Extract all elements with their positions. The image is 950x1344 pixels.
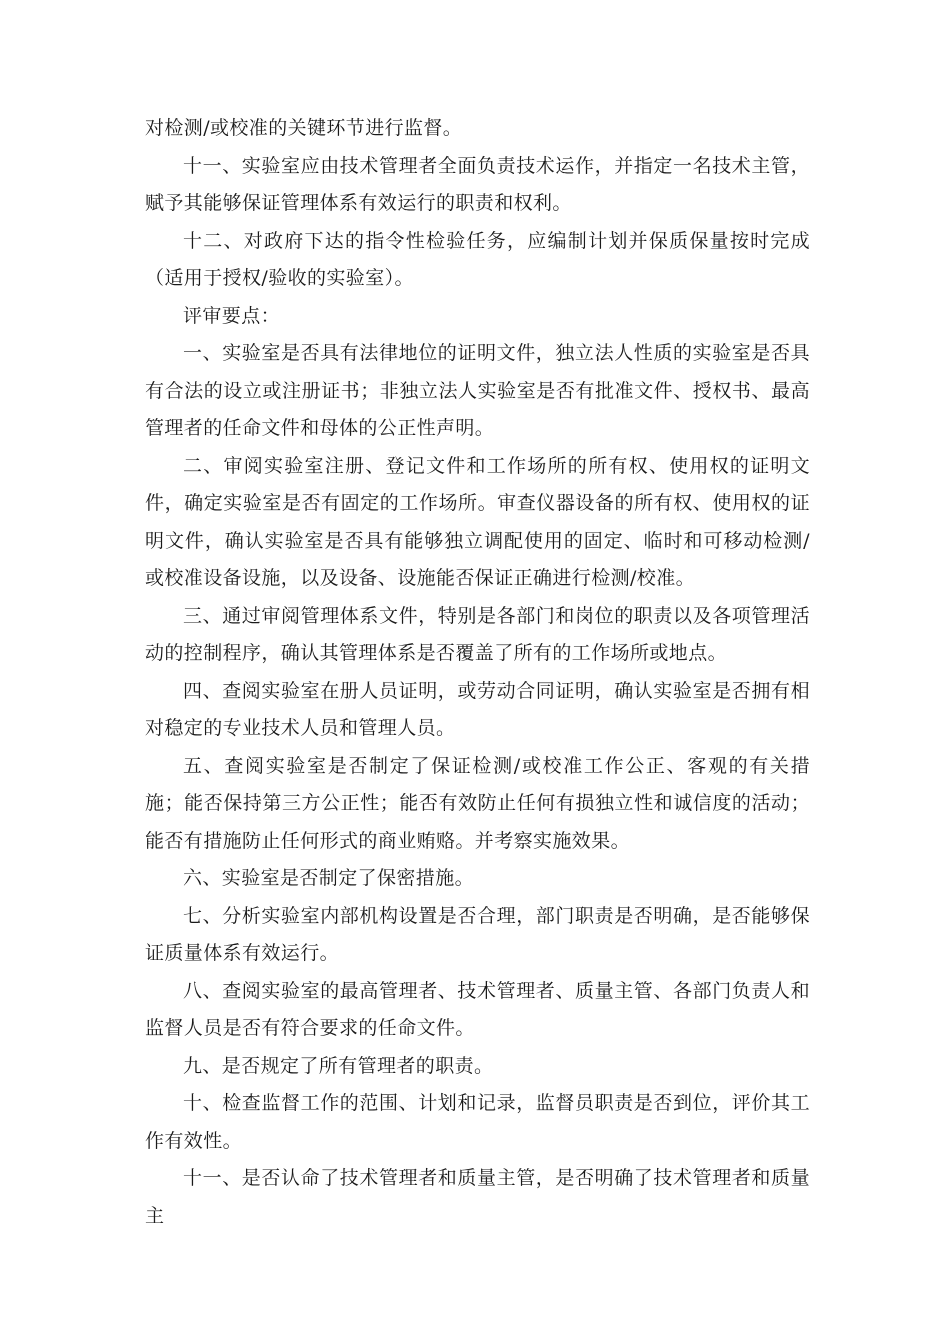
paragraph-item-12: 十二、对政府下达的指令性检验任务，应编制计划并保质保量按时完成（适用于授权/验收的实验室）。 xyxy=(145,229,810,289)
review-point-8: 八、查阅实验室的最高管理者、技术管理者、质量主管、各部门负责人和监督人员是否有符合要求的任命文件。 xyxy=(145,979,810,1039)
review-point-4: 四、查阅实验室在册人员证明，或劳动合同证明，确认实验室是否拥有相对稳定的专业技术人员和管理人员。 xyxy=(145,679,810,739)
paragraph-continuation: 对检测/或校准的关键环节进行监督。 xyxy=(145,117,463,139)
review-point-7: 七、分析实验室内部机构设置是否合理，部门职责是否明确，是否能够保证质量体系有效运行。 xyxy=(145,904,810,964)
review-point-1: 一、实验室是否具有法律地位的证明文件，独立法人性质的实验室是否具有合法的设立或注册证书；非独立法人实验室是否有批准文件、授权书、最高管理者的任命文件和母体的公正性声明。 xyxy=(145,342,810,439)
paragraph-item-11: 十一、实验室应由技术管理者全面负责技术运作，并指定一名技术主管，赋予其能够保证管理体系有效运行的职责和权利。 xyxy=(145,154,810,214)
review-point-9: 九、是否规定了所有管理者的职责。 xyxy=(183,1054,494,1077)
document-body xyxy=(145,110,810,1235)
review-point-6: 六、实验室是否制定了保密措施。 xyxy=(183,867,475,889)
review-point-10: 十、检查监督工作的范围、计划和记录，监督员职责是否到位，评价其工作有效性。 xyxy=(145,1092,810,1152)
review-point-2: 二、审阅实验室注册、登记文件和工作场所的所有权、使用权的证明文件，确定实验室是否有固定的工作场所。审查仪器设备的所有权、使用权的证明文件，确认实验室是否具有能够独立调配使用的固定、临时和可移动检测/或校准设备设施，以及设备、设施能否保证正确进行检测/校准。 xyxy=(145,454,810,589)
review-point-5: 五、查阅实验室是否制定了保证检测/或校准工作公正、客观的有关措施；能否保持第三方公正性；能否有效防止任何有损独立性和诚信度的活动；能否有措施防止任何形式的商业贿赂。并考察实施效果。 xyxy=(145,754,810,852)
review-points-heading: 评审要点： xyxy=(183,304,281,327)
review-point-11: 十一、是否认命了技术管理者和质量主管，是否明确了技术管理者和质量主 xyxy=(145,1167,810,1227)
review-point-3: 三、通过审阅管理体系文件，特别是各部门和岗位的职责以及各项管理活动的控制程序，确认其管理体系是否覆盖了所有的工作场所或地点。 xyxy=(145,604,810,664)
